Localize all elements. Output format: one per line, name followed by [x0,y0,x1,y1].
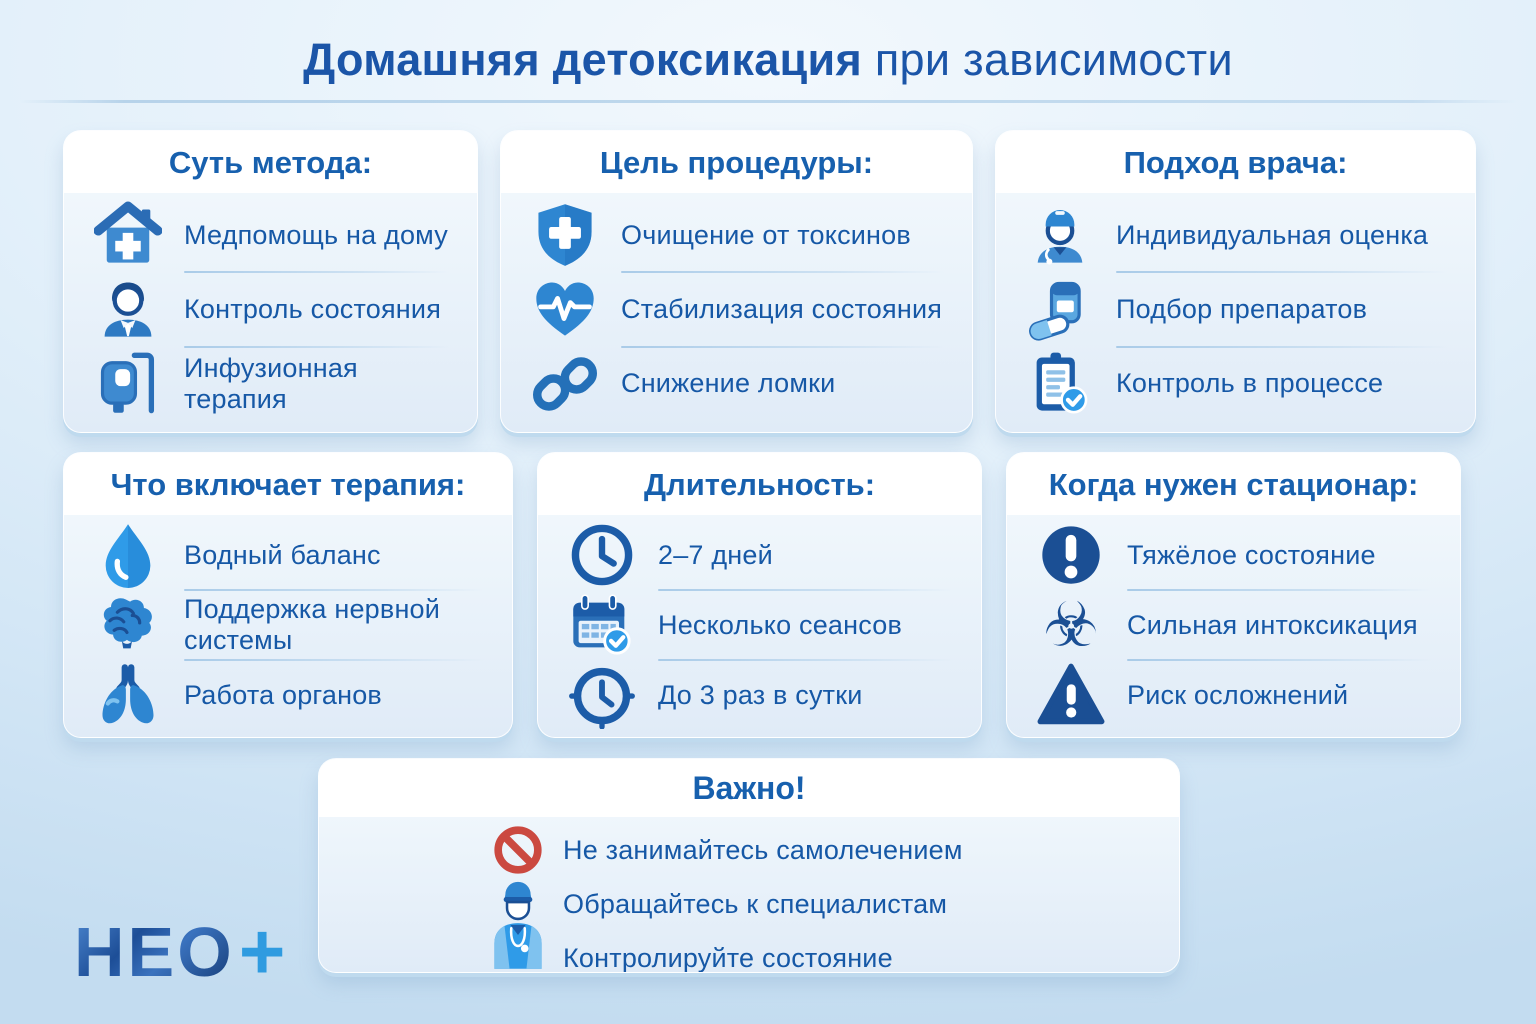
item-label: Риск осложнений [1127,679,1349,710]
item-label: 2–7 дней [658,539,773,570]
list-item [568,521,957,589]
card-method-essence [63,130,478,433]
list-item [491,877,1149,931]
iv-bag-icon [94,350,162,418]
item-label: Поддержка нервной системы [184,594,441,655]
item-label: Стабилизация состояния [621,293,943,324]
card-title: Важно! [319,759,1179,817]
card-title: Суть метода: [64,131,477,193]
brain-icon [94,591,162,659]
list-item [1026,199,1451,271]
list-item [1037,661,1436,729]
card-hospital-needed [1006,452,1461,738]
list-item [531,273,948,345]
item-label: Тяжёлое состояние [1127,539,1376,570]
item-label: Очищение от токсинов [621,219,911,250]
list-item [491,931,1149,973]
list-item [568,591,957,659]
page-title-bold: Домашняя детоксикация [303,34,863,85]
list-item [94,199,453,271]
logo [74,907,286,996]
no-sign-icon [491,823,545,877]
surgeon-icon [491,877,545,931]
cards-row-1 [0,130,1536,433]
list-item [531,199,948,271]
list-item [1037,588,1436,661]
list-item [1026,348,1451,420]
item-label: Снижение ломки [621,368,836,399]
biohazard-icon: ☣ [1043,588,1099,661]
list-item [491,823,1149,877]
lungs-icon [94,661,162,729]
card-body [319,817,1179,973]
doctor-cap-icon [1026,201,1094,269]
list-item [94,348,453,420]
water-drop-icon [94,521,162,589]
item-label: Сильная интоксикация [1127,609,1418,640]
exclamation-circle-icon [1037,521,1105,589]
card-body [64,515,512,738]
list-item [1026,273,1451,345]
list-item [568,661,957,729]
card-important [318,758,1180,973]
item-label: Контроль состояния [184,293,442,324]
card-procedure-goal [500,130,973,433]
card-title: Когда нужен стационар: [1007,453,1460,515]
item-label: Контролируйте состояние [563,942,893,973]
heart-pulse-icon [531,275,599,343]
pills-icon [1026,275,1094,343]
card-body [64,193,477,432]
logo-text: НЕО [74,913,235,991]
chain-link-icon [531,350,599,418]
clock-icon [568,521,636,589]
item-label: Индивидуальная оценка [1116,219,1429,250]
clipboard-check-icon [1026,350,1094,418]
card-title: Цель процедуры: [501,131,972,193]
item-label: Несколько сеансов [658,609,903,640]
cards-area [0,130,1536,973]
item-label: Инфузионная терапия [184,352,358,414]
card-title: Длительность: [538,453,981,515]
list-item [94,661,488,729]
card-doctor-approach [995,130,1476,433]
item-label: Работа органов [184,679,382,710]
item-label: Подбор препаратов [1116,293,1368,324]
shield-cross-icon [531,201,599,269]
doctor-icon [94,275,162,343]
header [0,0,1536,103]
house-cross-icon [94,201,162,269]
warning-triangle-icon [1037,661,1105,729]
item-label: Водный баланс [184,539,381,570]
item-label: До 3 раз в сутки [658,679,863,710]
card-title: Что включает терапия: [64,453,512,515]
list-item [1037,521,1436,589]
item-label: Контроль в процессе [1116,368,1384,399]
calendar-check-icon [568,591,636,659]
card-body [538,515,981,738]
page-title-regular: при зависимости [862,34,1233,85]
title-divider [19,100,1517,103]
item-label: Медпомощь на дому [184,219,448,250]
list-item [531,348,948,420]
list-item [94,273,453,345]
item-label: Обращайтесь к специалистам [563,888,948,919]
item-label: Не занимайтесь самолечением [563,834,963,865]
list-item [94,521,488,589]
cards-row-2 [0,452,1536,738]
card-body [501,193,972,432]
list-item [94,591,488,659]
card-therapy-includes [63,452,513,738]
card-body [1007,515,1460,738]
page-title [0,34,1536,86]
alarm-clock-icon [568,661,636,729]
card-body [996,193,1475,432]
logo-plus-icon: + [238,907,286,996]
card-title: Подход врача: [996,131,1475,193]
card-duration [537,452,982,738]
